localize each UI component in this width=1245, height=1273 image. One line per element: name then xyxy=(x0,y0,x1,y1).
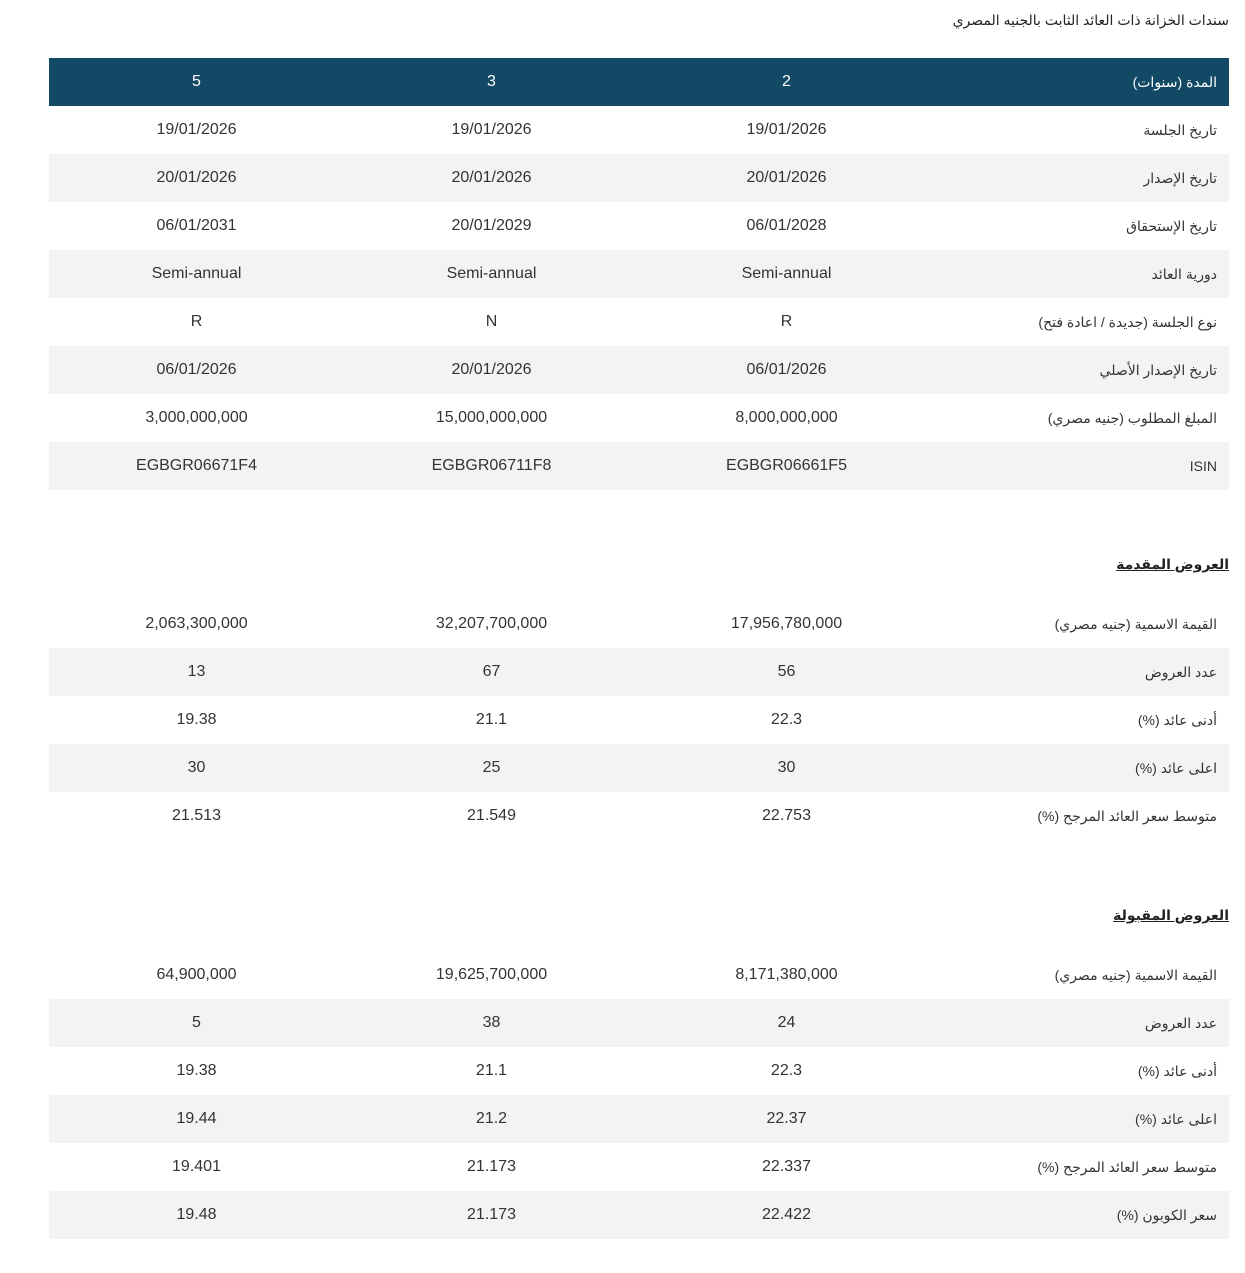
cell-tenor-5: 19.44 xyxy=(49,1095,344,1143)
row-label: تاريخ الإستحقاق xyxy=(1126,217,1217,234)
cell-tenor-3: 32,207,700,000 xyxy=(435,615,548,632)
row-label: متوسط سعر العائد المرجح (%) xyxy=(1037,1158,1217,1175)
cell-tenor-2: 24 xyxy=(639,999,934,1047)
cell-tenor-3: EGBGR06711F8 xyxy=(344,442,639,490)
cell-tenor-3: Semi-annual xyxy=(344,250,639,298)
cell-tenor-2: 22.337 xyxy=(762,1158,811,1175)
table-row xyxy=(49,600,1229,648)
cell-tenor-3: 67 xyxy=(344,648,639,696)
row-label: سعر الكوبون (%) xyxy=(934,1191,1229,1239)
cell-tenor-2: 8,000,000,000 xyxy=(735,409,838,426)
table-row xyxy=(49,648,1229,696)
bond-details-table xyxy=(49,58,1229,490)
cell-tenor-3: 19,625,700,000 xyxy=(435,966,548,983)
cell-tenor-3: 21.2 xyxy=(344,1095,639,1143)
cell-tenor-3: 20/01/2026 xyxy=(344,154,639,202)
cell-tenor-3: 21.1 xyxy=(475,711,508,728)
submitted-bids-table xyxy=(49,600,1229,840)
cell-tenor-5: 19.401 xyxy=(172,1158,221,1175)
table-row xyxy=(49,250,1229,298)
table-row xyxy=(49,1047,1229,1095)
row-label: القيمة الاسمية (جنيه مصري) xyxy=(1054,966,1217,983)
cell-tenor-5: 19.48 xyxy=(49,1191,344,1239)
cell-tenor-5: 19.38 xyxy=(176,711,217,728)
table-row xyxy=(49,346,1229,394)
cell-tenor-2: 17,956,780,000 xyxy=(730,615,843,632)
table-header-row xyxy=(49,58,1229,106)
cell-tenor-2: 20/01/2026 xyxy=(639,154,934,202)
row-label: أدنى عائد (%) xyxy=(1137,711,1217,728)
cell-tenor-2: 22.753 xyxy=(762,807,811,824)
row-label: اعلى عائد (%) xyxy=(934,744,1229,792)
row-label: اعلى عائد (%) xyxy=(934,1095,1229,1143)
table-row xyxy=(49,202,1229,250)
table-row xyxy=(49,696,1229,744)
table-row xyxy=(49,1143,1229,1191)
table-row xyxy=(49,951,1229,999)
row-label: تاريخ الجلسة xyxy=(1143,121,1217,138)
cell-tenor-3: 38 xyxy=(344,999,639,1047)
table-row xyxy=(49,442,1229,490)
accepted-bids-table xyxy=(49,951,1229,1239)
row-label: أدنى عائد (%) xyxy=(1137,1062,1217,1079)
cell-tenor-3: 20/01/2029 xyxy=(451,217,532,234)
cell-tenor-2: 06/01/2028 xyxy=(746,217,827,234)
cell-tenor-5: 20/01/2026 xyxy=(49,154,344,202)
table-row xyxy=(49,744,1229,792)
cell-tenor-5: 19.38 xyxy=(176,1062,217,1079)
cell-tenor-3: 21.173 xyxy=(467,1158,516,1175)
cell-tenor-2: 22.422 xyxy=(639,1191,934,1239)
row-label: نوع الجلسة (جديدة / اعادة فتح) xyxy=(1038,313,1217,330)
tenor-2-header: 2 xyxy=(639,58,934,106)
cell-tenor-5: EGBGR06671F4 xyxy=(49,442,344,490)
cell-tenor-5: 3,000,000,000 xyxy=(145,409,248,426)
cell-tenor-2: 22.3 xyxy=(770,711,803,728)
cell-tenor-2: 19/01/2026 xyxy=(746,121,827,138)
cell-tenor-5: R xyxy=(190,313,203,330)
cell-tenor-5: Semi-annual xyxy=(49,250,344,298)
table-row xyxy=(49,394,1229,442)
tenor-3-header: 3 xyxy=(344,58,639,106)
cell-tenor-5: 19/01/2026 xyxy=(156,121,237,138)
table-row xyxy=(49,1191,1229,1239)
cell-tenor-3: 21.1 xyxy=(475,1062,508,1079)
cell-tenor-2: 22.37 xyxy=(639,1095,934,1143)
table-row xyxy=(49,106,1229,154)
cell-tenor-2: R xyxy=(780,313,793,330)
cell-tenor-3: 19/01/2026 xyxy=(451,121,532,138)
cell-tenor-3: 15,000,000,000 xyxy=(435,409,548,426)
cell-tenor-3: 20/01/2026 xyxy=(344,346,639,394)
table-row xyxy=(49,154,1229,202)
cell-tenor-5: 21.513 xyxy=(172,807,221,824)
cell-tenor-2: 22.3 xyxy=(770,1062,803,1079)
table-row xyxy=(49,298,1229,346)
table-row xyxy=(49,792,1229,840)
row-label: دورية العائد xyxy=(934,250,1229,298)
cell-tenor-5: 5 xyxy=(49,999,344,1047)
row-label: تاريخ الإصدار xyxy=(934,154,1229,202)
cell-tenor-3: 21.173 xyxy=(344,1191,639,1239)
cell-tenor-2: EGBGR06661F5 xyxy=(639,442,934,490)
accepted-bids-title: العروض المقبولة xyxy=(1113,907,1229,923)
cell-tenor-5: 06/01/2031 xyxy=(156,217,237,234)
cell-tenor-3: 25 xyxy=(344,744,639,792)
cell-tenor-5: 06/01/2026 xyxy=(49,346,344,394)
row-label: المبلغ المطلوب (جنيه مصري) xyxy=(1047,409,1217,426)
submitted-bids-title: العروض المقدمة xyxy=(1116,556,1229,572)
row-label: متوسط سعر العائد المرجح (%) xyxy=(1037,807,1217,824)
row-label: تاريخ الإصدار الأصلي xyxy=(934,346,1229,394)
cell-tenor-3: N xyxy=(485,313,498,330)
table-row xyxy=(49,1095,1229,1143)
cell-tenor-2: Semi-annual xyxy=(639,250,934,298)
cell-tenor-3: 21.549 xyxy=(467,807,516,824)
cell-tenor-2: 8,171,380,000 xyxy=(735,966,838,983)
cell-tenor-5: 30 xyxy=(49,744,344,792)
row-label: القيمة الاسمية (جنيه مصري) xyxy=(1054,615,1217,632)
cell-tenor-2: 56 xyxy=(639,648,934,696)
row-label: عدد العروض xyxy=(934,648,1229,696)
tenor-5-header: 5 xyxy=(49,58,344,106)
tenor-header-label: المدة (سنوات) xyxy=(934,58,1229,106)
row-label: ISIN xyxy=(934,442,1229,490)
table-row xyxy=(49,999,1229,1047)
page-title: سندات الخزانة ذات العائد الثابت بالجنيه المصري xyxy=(952,12,1229,28)
cell-tenor-5: 64,900,000 xyxy=(156,966,237,983)
cell-tenor-5: 13 xyxy=(49,648,344,696)
cell-tenor-2: 06/01/2026 xyxy=(639,346,934,394)
cell-tenor-2: 30 xyxy=(639,744,934,792)
row-label: عدد العروض xyxy=(934,999,1229,1047)
cell-tenor-5: 2,063,300,000 xyxy=(145,615,248,632)
